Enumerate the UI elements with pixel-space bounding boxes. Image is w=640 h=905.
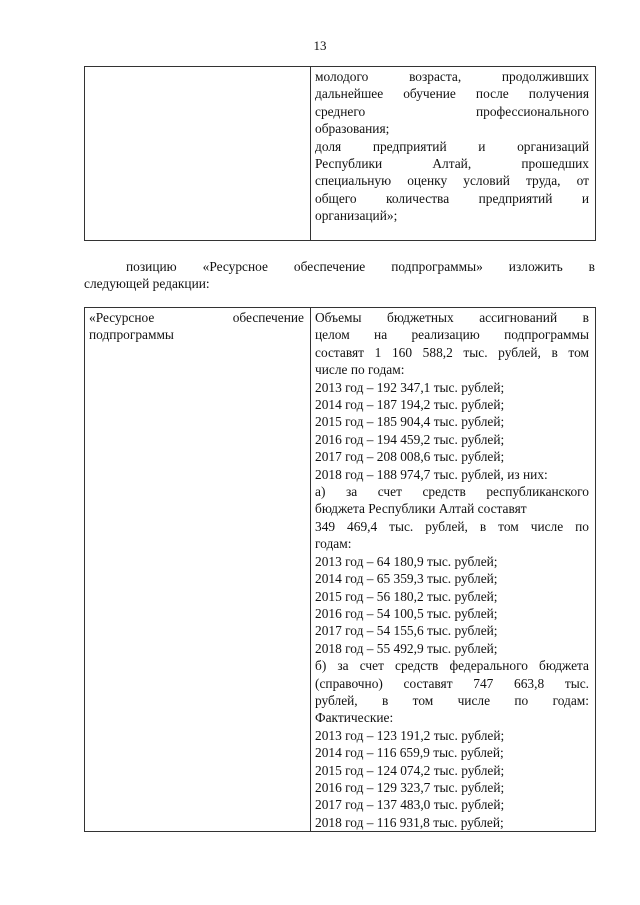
text-line: 2014 год – 187 194,2 тыс. рублей; [315,397,505,413]
page-number: 13 [313,38,327,53]
text-line: 2016 год – 194 459,2 тыс. рублей; [315,431,505,447]
text-line: а) за счет средств республиканского [315,484,589,500]
text-line: годам: [315,536,352,552]
text-line: 2016 год – 129 323,7 тыс. рублей; [315,779,505,795]
text-line: дальнейшее обучение после получения [315,86,589,102]
text-line: 2013 год – 64 180,9 тыс. рублей; [315,553,498,569]
resource-table-value-cell [311,308,596,832]
text-line: бюджета Республики Алтай составят [315,501,527,517]
text-line: 2013 год – 123 191,2 тыс. рублей; [315,727,505,743]
resource-table-label-cell [85,308,311,832]
table-row [85,67,596,241]
text-line: 2017 год – 137 483,0 тыс. рублей; [315,797,505,813]
text-line: 2013 год – 192 347,1 тыс. рублей; [315,379,505,395]
text-line: целом на реализацию подпрограммы [315,327,589,343]
text-line: 2018 год – 55 492,9 тыс. рублей; [315,640,498,656]
text-line: 2016 год – 54 100,5 тыс. рублей; [315,605,498,621]
text-line: рублей, в том числе по годам: [315,692,589,708]
text-line: 2015 год – 185 904,4 тыс. рублей; [315,414,505,430]
text-line: составят 1 160 588,2 тыс. рублей, в том [315,344,589,360]
text-line: 2014 год – 116 659,9 тыс. рублей; [315,745,504,761]
intro-line-1: позицию «Ресурсное обеспечение подпрограммы» изложить в [126,259,595,274]
text-line: б) за счет средств федерального бюджета [315,658,589,674]
intro-line-2: следующей редакции: [84,276,210,292]
text-line: 349 469,4 тыс. рублей, в том числе по [315,518,589,534]
table-row [85,308,596,832]
text-line: 2018 год – 188 974,7 тыс. рублей, из них: [315,466,548,482]
text-line: 2017 год – 208 008,6 тыс. рублей; [315,449,505,465]
text-line: Объемы бюджетных ассигнований в [315,310,589,325]
text-line: организаций»; [315,208,398,224]
resource-table [84,307,596,832]
top-table-right-cell [311,67,596,241]
text-line: среднего профессионального [315,103,589,119]
intro-paragraph [84,258,595,293]
text-line: (справочно) составят 747 663,8 тыс. [315,675,589,691]
text-line: доля предприятий и организаций [315,138,589,154]
text-line: специальную оценку условий труда, от [315,173,589,189]
text-line: Республики Алтай, прошедших [315,156,589,172]
top-table-left-cell [85,67,311,241]
top-table [84,66,596,241]
text-line: 2014 год – 65 359,3 тыс. рублей; [315,571,498,587]
text-line: 2015 год – 124 074,2 тыс. рублей; [315,762,505,778]
text-line: 2015 год – 56 180,2 тыс. рублей; [315,588,498,604]
text-line: числе по годам: [315,362,405,378]
text-line: общего количества предприятий и [315,190,589,206]
text-line: молодого возраста, продолживших [315,69,589,84]
text-line: Фактические: [315,710,394,726]
text-line: «Ресурсное обеспечение [89,310,304,325]
text-line: подпрограммы [89,327,174,343]
text-line: 2018 год – 116 931,8 тыс. рублей; [315,814,504,830]
text-line: 2017 год – 54 155,6 тыс. рублей; [315,623,498,639]
text-line: образования; [315,121,390,137]
